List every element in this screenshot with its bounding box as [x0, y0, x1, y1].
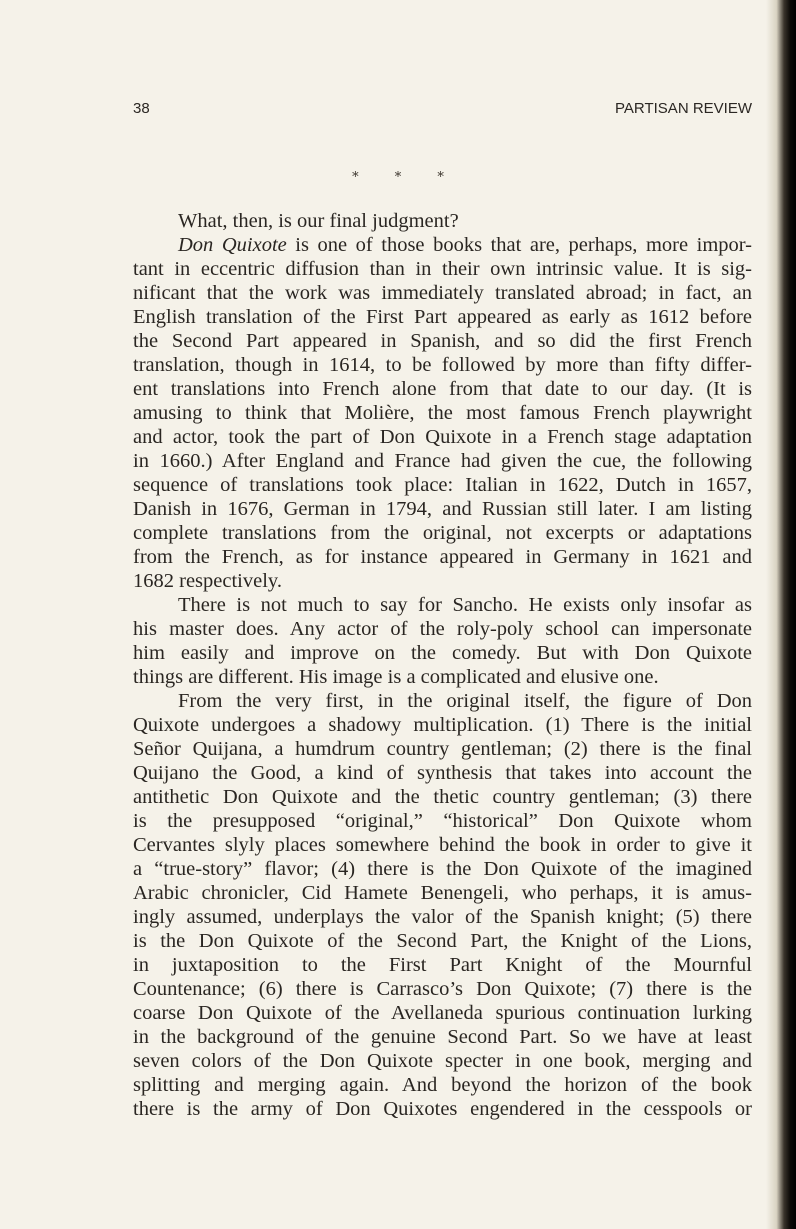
line-text: is one of those books that are, perhaps, more impor-: [286, 234, 753, 256]
line-text: and actor, took the part of Don Quixote in a French stage adaptation: [133, 426, 752, 448]
line-text: ent translations into French alone from that date to our day. (It is: [133, 378, 752, 400]
line-text: complete translations from the original, not excerpts or adaptations: [133, 522, 752, 544]
line-text: 1682 respectively.: [133, 570, 282, 592]
line-text: coarse Don Quixote of the Avellaneda spurious continuation lurking: [133, 1002, 752, 1024]
line-text: antithetic Don Quixote and the thetic country gentleman; (3) there: [133, 786, 752, 808]
line-text: the Second Part appeared in Spanish, and so did the first French: [133, 330, 752, 352]
line-text: Danish in 1676, German in 1794, and Russian still later. I am listing: [133, 498, 752, 520]
page-number: 38: [133, 100, 150, 117]
text-line: [133, 233, 752, 257]
line-text: his master does. Any actor of the roly-poly school can impersonate: [133, 618, 752, 640]
line-text: tant in eccentric diffusion than in their own intrinsic value. It is sig-: [133, 258, 752, 280]
text-line: [133, 665, 752, 689]
text-line: [133, 473, 752, 497]
section-separator: * * *: [352, 170, 444, 185]
line-text: splitting and merging again. And beyond the horizon of the book: [133, 1074, 752, 1096]
text-line: [133, 1097, 752, 1121]
line-text: in the background of the genuine Second Part. So we have at least: [133, 1026, 752, 1048]
line-text: Quijano the Good, a kind of synthesis that takes into account the: [133, 762, 752, 784]
italic-title: Don Quixote: [178, 234, 287, 256]
line-text: There is not much to say for Sancho. He exists only insofar as: [178, 594, 752, 616]
line-text: him easily and improve on the comedy. But with Don Quixote: [133, 642, 752, 664]
text-line: [133, 1073, 752, 1097]
text-line: [133, 737, 752, 761]
text-line: [133, 329, 752, 353]
text-line: [133, 1049, 752, 1073]
line-text: there is the army of Don Quixotes engendered in the cesspools or: [133, 1098, 752, 1120]
line-text: From the very first, in the original itself, the figure of Don: [178, 690, 752, 712]
text-line: [133, 617, 752, 641]
page-edge-shadow: [766, 0, 796, 1229]
text-line: [133, 545, 752, 569]
line-text: amusing to think that Molière, the most famous French playwright: [133, 402, 752, 424]
text-line: [133, 305, 752, 329]
text-line: [133, 713, 752, 737]
text-line: [133, 257, 752, 281]
line-text: a “true-story” flavor; (4) there is the Don Quixote of the imagined: [133, 858, 752, 880]
text-line: [133, 833, 752, 857]
text-line: [133, 281, 752, 305]
text-line: [133, 401, 752, 425]
line-text: Countenance; (6) there is Carrasco’s Don Quixote; (7) there is the: [133, 978, 752, 1000]
line-text: nificant that the work was immediately translated abroad; in fact, an: [133, 282, 752, 304]
text-line: [133, 977, 752, 1001]
text-line: [133, 809, 752, 833]
line-text: sequence of translations took place: Italian in 1622, Dutch in 1657,: [133, 474, 752, 496]
text-line: [133, 785, 752, 809]
body-text: [133, 209, 752, 1121]
line-text: seven colors of the Don Quixote specter in one book, merging and: [133, 1050, 752, 1072]
running-head: PARTISAN REVIEW: [615, 100, 752, 117]
line-text: is the Don Quixote of the Second Part, the Knight of the Lions,: [133, 930, 752, 952]
line-text: Arabic chronicler, Cid Hamete Benengeli, who perhaps, it is amus-: [133, 882, 752, 904]
text-line: [133, 521, 752, 545]
text-line: [133, 641, 752, 665]
line-text: from the French, as for instance appeared in Germany in 1621 and: [133, 546, 752, 568]
text-line: [133, 497, 752, 521]
line-text: in juxtaposition to the First Part Knight of the Mournful: [133, 954, 752, 976]
text-line: [133, 425, 752, 449]
text-line: [133, 593, 752, 617]
line-text: Quixote undergoes a shadowy multiplication. (1) There is the initial: [133, 714, 752, 736]
line-text: Cervantes slyly places somewhere behind the book in order to give it: [133, 834, 752, 856]
text-line: [133, 377, 752, 401]
line-text: in 1660.) After England and France had given the cue, the following: [133, 450, 752, 472]
line-text: things are different. His image is a complicated and elusive one.: [133, 666, 659, 688]
line-text: ingly assumed, underplays the valor of the Spanish knight; (5) there: [133, 906, 752, 928]
line-text: is the presupposed “original,” “historical” Don Quixote whom: [133, 810, 752, 832]
line-text: translation, though in 1614, to be followed by more than fifty differ-: [133, 354, 752, 376]
text-line: [133, 1025, 752, 1049]
text-line: [133, 929, 752, 953]
text-line: [133, 881, 752, 905]
text-line: [133, 1001, 752, 1025]
text-line: [133, 905, 752, 929]
text-line: [133, 689, 752, 713]
line-text: What, then, is our final judgment?: [178, 210, 459, 232]
text-line: [133, 209, 752, 233]
text-line: [133, 761, 752, 785]
text-line: [133, 857, 752, 881]
text-line: [133, 953, 752, 977]
text-line: [133, 449, 752, 473]
line-text: Señor Quijana, a humdrum country gentleman; (2) there is the final: [133, 738, 752, 760]
text-line: [133, 569, 752, 593]
line-text: English translation of the First Part appeared as early as 1612 before: [133, 306, 752, 328]
text-line: [133, 353, 752, 377]
